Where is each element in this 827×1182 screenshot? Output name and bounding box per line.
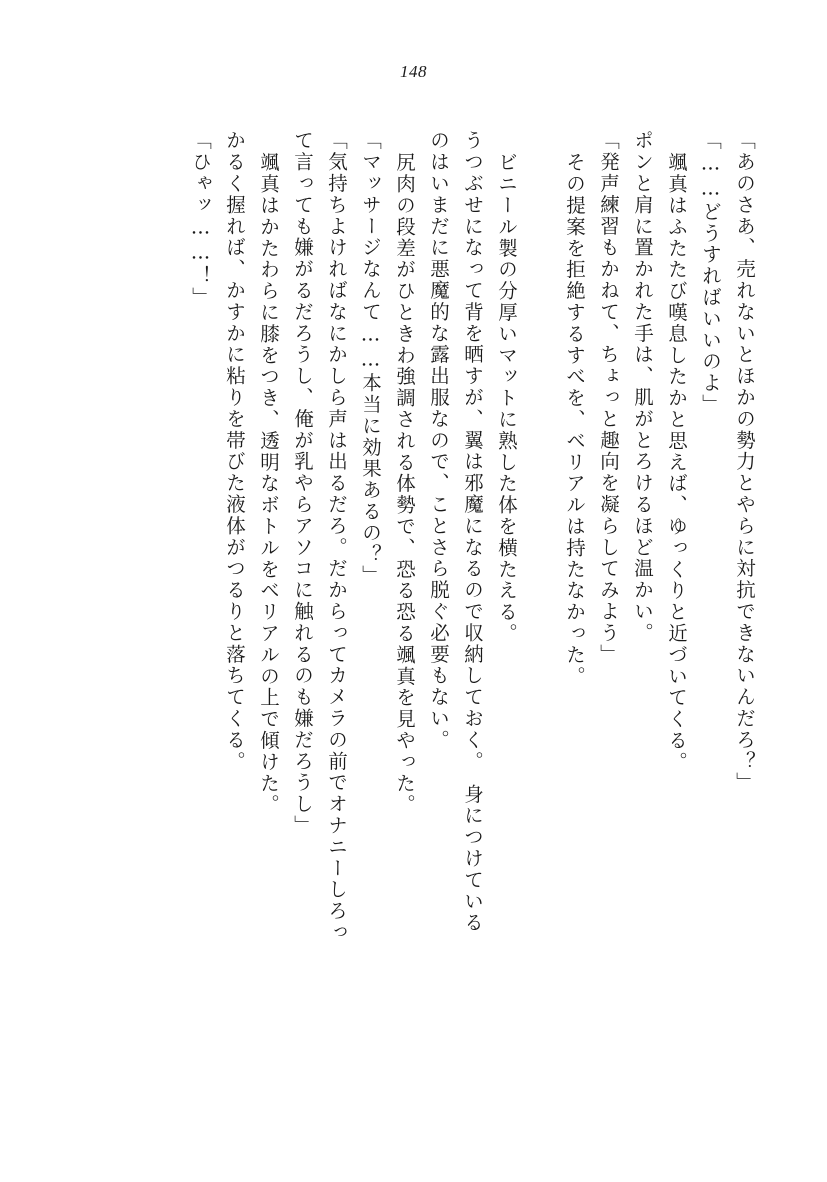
text-line: 「マッサージなんて……本当に効果あるの？」 <box>359 130 382 587</box>
text-line: 「あのさあ、売れないとほかの勢力とやらに対抗できないんだろ？」 <box>733 130 756 794</box>
text-line: ビニール製の分厚いマットに熟した体を横たえる。 <box>495 152 518 645</box>
text-line: 颯真はふたたび嘆息したかと思えば、ゆっくりと近づいてくる。 <box>665 152 688 773</box>
text-line: 颯真はかたわらに膝をつき、透明なボトルをベリアルの上で傾けた。 <box>257 152 280 816</box>
text-line: ポンと肩に置かれた手は、肌がとろけるほど温かい。 <box>631 130 654 644</box>
vertical-text-body <box>76 130 754 1090</box>
text-line: 「ひゃッ……！」 <box>189 130 212 309</box>
page-number: 148 <box>400 62 427 81</box>
text-line-blank <box>516 130 550 1090</box>
text-line: 「……どうすればいいのよ」 <box>699 130 722 416</box>
text-line: 「発声練習もかねて、ちょっと趣向を凝らしてみよう」 <box>597 130 620 665</box>
text-line: かるく握れば、かすかに粘りを帯びた液体がつるりと落ちてくる。 <box>223 130 246 772</box>
text-line: うつぶせになって背を晒すが、翼は邪魔になるので収納しておく。 身につけている <box>461 130 484 934</box>
text-line: 「気持ちよければなにかしら声は出るだろ。だからってカメラの前でオナニーしろっ <box>325 130 348 944</box>
text-line: 尻肉の段差がひときわ強調される体勢で、恐る恐る颯真を見やった。 <box>393 152 416 816</box>
text-line: て言っても嫌がるだろうし、俺が乳やらアソコに触れるのも嫌だろうし」 <box>291 130 314 837</box>
text-line: のはいまだに悪魔的な露出服なので、ことさら脱ぐ必要もない。 <box>427 130 450 751</box>
text-line: その提案を拒絶するすべを、ベリアルは持たなかった。 <box>563 152 586 687</box>
